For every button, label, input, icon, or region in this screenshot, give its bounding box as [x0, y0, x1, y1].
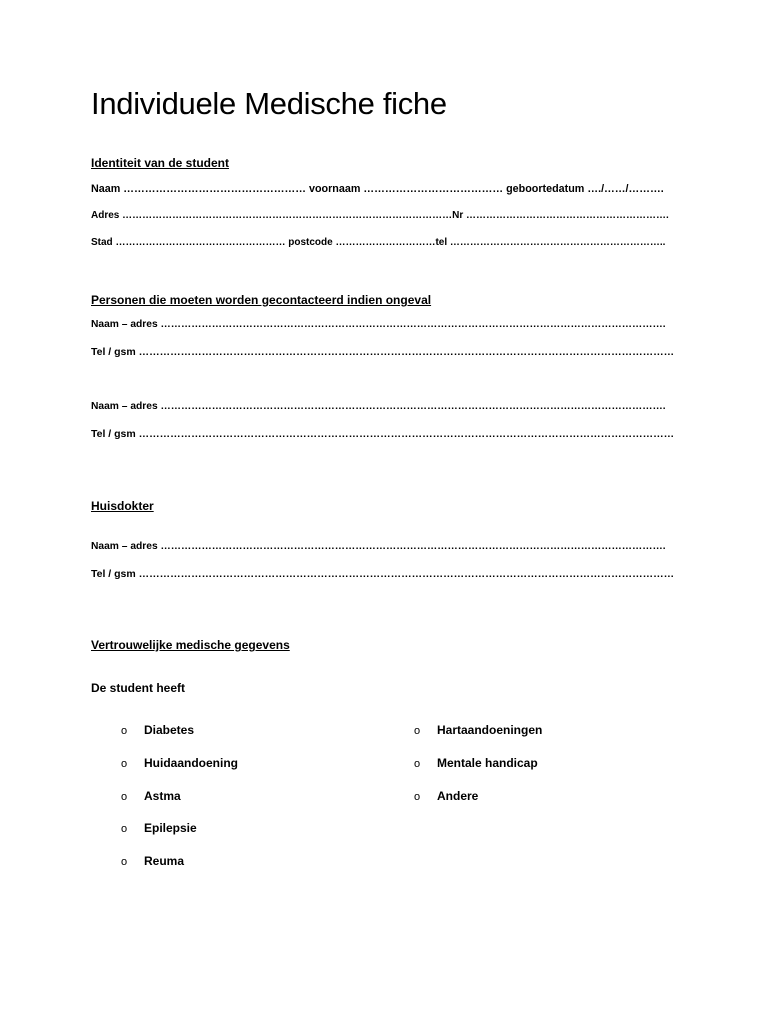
bullet-circle-icon: o	[121, 725, 128, 737]
medical-intro: De student heeft	[91, 681, 186, 695]
option-label: Reuma	[144, 854, 185, 868]
option-mentale-handicap	[414, 756, 538, 770]
identity-heading: Identiteit van de student	[91, 156, 230, 170]
bullet-circle-icon: o	[414, 758, 421, 770]
option-andere	[414, 789, 478, 803]
option-epilepsie	[121, 821, 197, 835]
contacts-heading: Personen die moeten worden gecontacteerd indien ongeval	[91, 293, 432, 307]
option-reuma	[121, 854, 184, 868]
option-label: Astma	[144, 789, 181, 803]
option-label: Epilepsie	[144, 821, 197, 835]
contact2-phone-line: Tel / gsm ………………………………………………………………………………………………………………………………………	[91, 428, 675, 440]
identity-address-line: Adres ………………………………………………………………………………………Nr …………………………………………………….	[91, 210, 669, 221]
contact1-phone-line: Tel / gsm ………………………………………………………………………………………………………………………………………	[91, 346, 675, 358]
doctor-phone-line: Tel / gsm ………………………………………………………………………………………………………………………………………	[91, 568, 675, 580]
option-label: Mentale handicap	[437, 756, 538, 770]
medical-heading: Vertrouwelijke medische gegevens	[91, 638, 290, 652]
option-label: Diabetes	[144, 723, 195, 737]
page-title: Individuele Medische fiche	[91, 86, 447, 121]
identity-name-line: Naam …………………………………………… voornaam ………………………………… geboortedatum …./……/……….	[91, 183, 664, 195]
contact2-name-address-line: Naam – adres ………………………………………………………………………………………………………………………………….	[91, 401, 666, 412]
option-label: Hartaandoeningen	[437, 723, 543, 737]
bullet-circle-icon: o	[121, 791, 128, 803]
contact1-name-address-line: Naam – adres ………………………………………………………………………………………………………………………………….	[91, 319, 666, 330]
option-huidaandoening	[121, 756, 238, 770]
bullet-circle-icon: o	[121, 823, 128, 835]
bullet-circle-icon: o	[414, 791, 421, 803]
bullet-circle-icon: o	[121, 758, 128, 770]
bullet-circle-icon: o	[414, 725, 421, 737]
option-label: Huidaandoening	[144, 756, 238, 770]
bullet-circle-icon: o	[121, 856, 128, 868]
option-label: Andere	[437, 789, 479, 803]
identity-city-line: Stad …………………………………………… postcode …………………………tel ………………………………………………………..	[91, 237, 666, 248]
option-diabetes	[121, 723, 194, 737]
option-astma	[121, 789, 181, 803]
doctor-heading: Huisdokter	[91, 499, 154, 513]
doctor-name-address-line: Naam – adres ………………………………………………………………………………………………………………………………….	[91, 541, 666, 552]
option-hartaandoeningen	[414, 723, 542, 737]
